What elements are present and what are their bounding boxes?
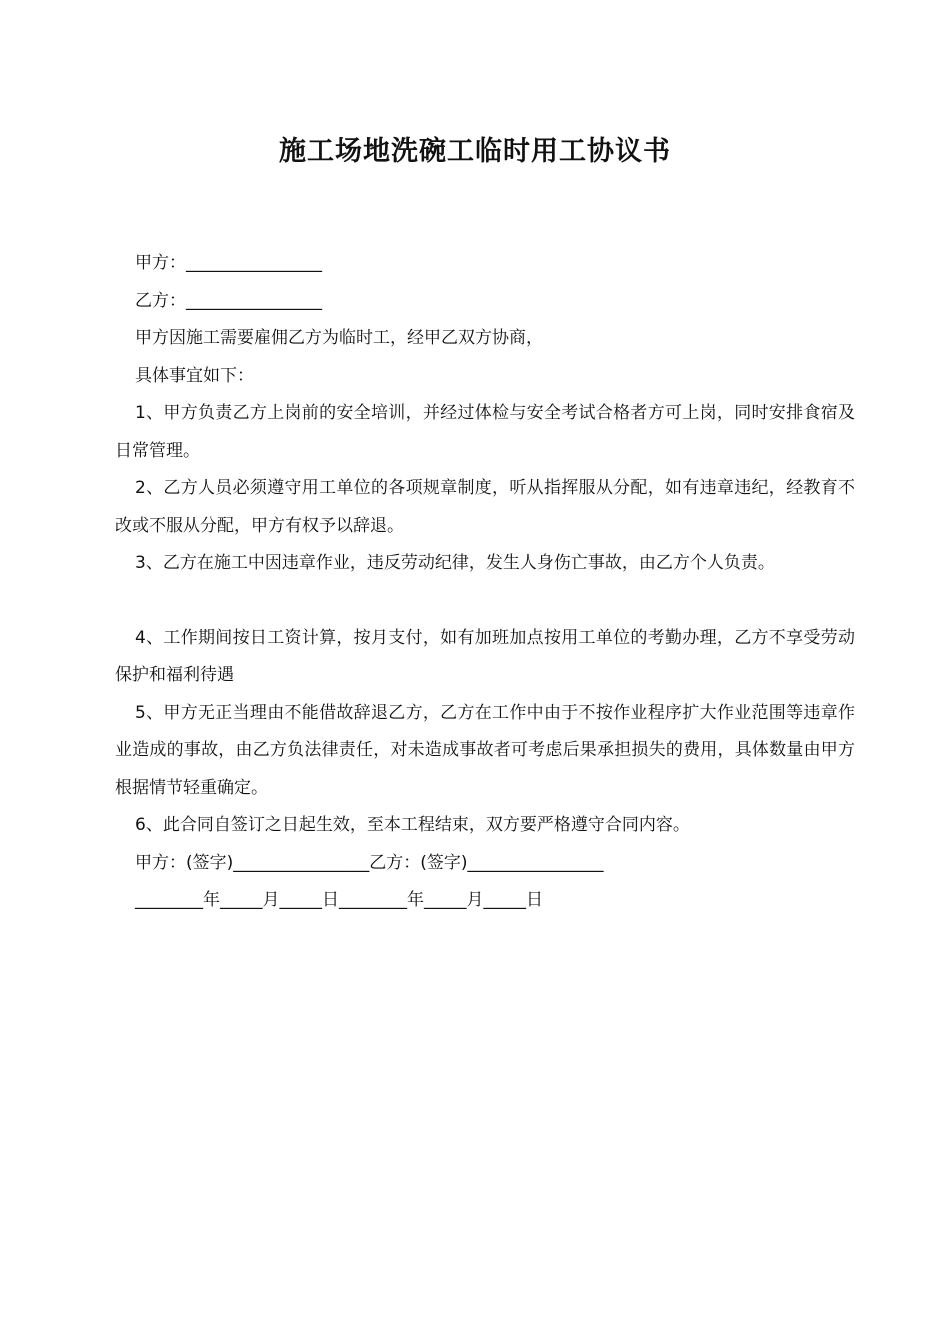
clause-6: 6、此合同自签订之日起生效，至本工程结束，双方要严格遵守合同内容。 <box>135 815 690 835</box>
clause-3: 3、乙方在施工中因违章作业，违反劳动纪律，发生人身伤亡事故，由乙方个人负责。 <box>135 553 775 573</box>
date-line: ________年_____月_____日________年_____月_____日 <box>135 890 543 910</box>
clause-4: 4、工作期间按日工资计算，按月支付，如有加班加点按用工单位的考勤办理，乙方不享受劳动保护和福利待遇 <box>115 627 855 685</box>
paragraph-gap <box>115 583 855 620</box>
signature-line: 甲方：(签字)________________乙方：(签字)________________ <box>135 852 604 873</box>
document-title: 施工场地洗碗工临时用工协议书 <box>279 136 671 167</box>
intro-line-2: 具体事宜如下： <box>135 365 254 386</box>
party-a-line: 甲方：________________ <box>135 253 322 273</box>
clause-2: 2、乙方人员必须遵守用工单位的各项规章制度，听从指挥服从分配，如有违章违纪，经教育不改或不服从分配，甲方有权予以辞退。 <box>115 478 855 536</box>
document-body <box>115 245 855 920</box>
intro-line-1: 甲方因施工需要雇佣乙方为临时工，经甲乙双方协商， <box>135 328 543 348</box>
clause-1: 1、甲方负责乙方上岗前的安全培训，并经过体检与安全考试合格者方可上岗，同时安排食宿及日常管理。 <box>115 403 855 461</box>
party-b-line: 乙方：________________ <box>135 290 322 311</box>
clause-5: 5、甲方无正当理由不能借故辞退乙方，乙方在工作中由于不按作业程序扩大作业范围等违章作业造成的事故，由乙方负法律责任，对未造成事故者可考虑后果承担损失的费用，具体数量由甲方根据情节轻重确定。 <box>115 702 855 798</box>
